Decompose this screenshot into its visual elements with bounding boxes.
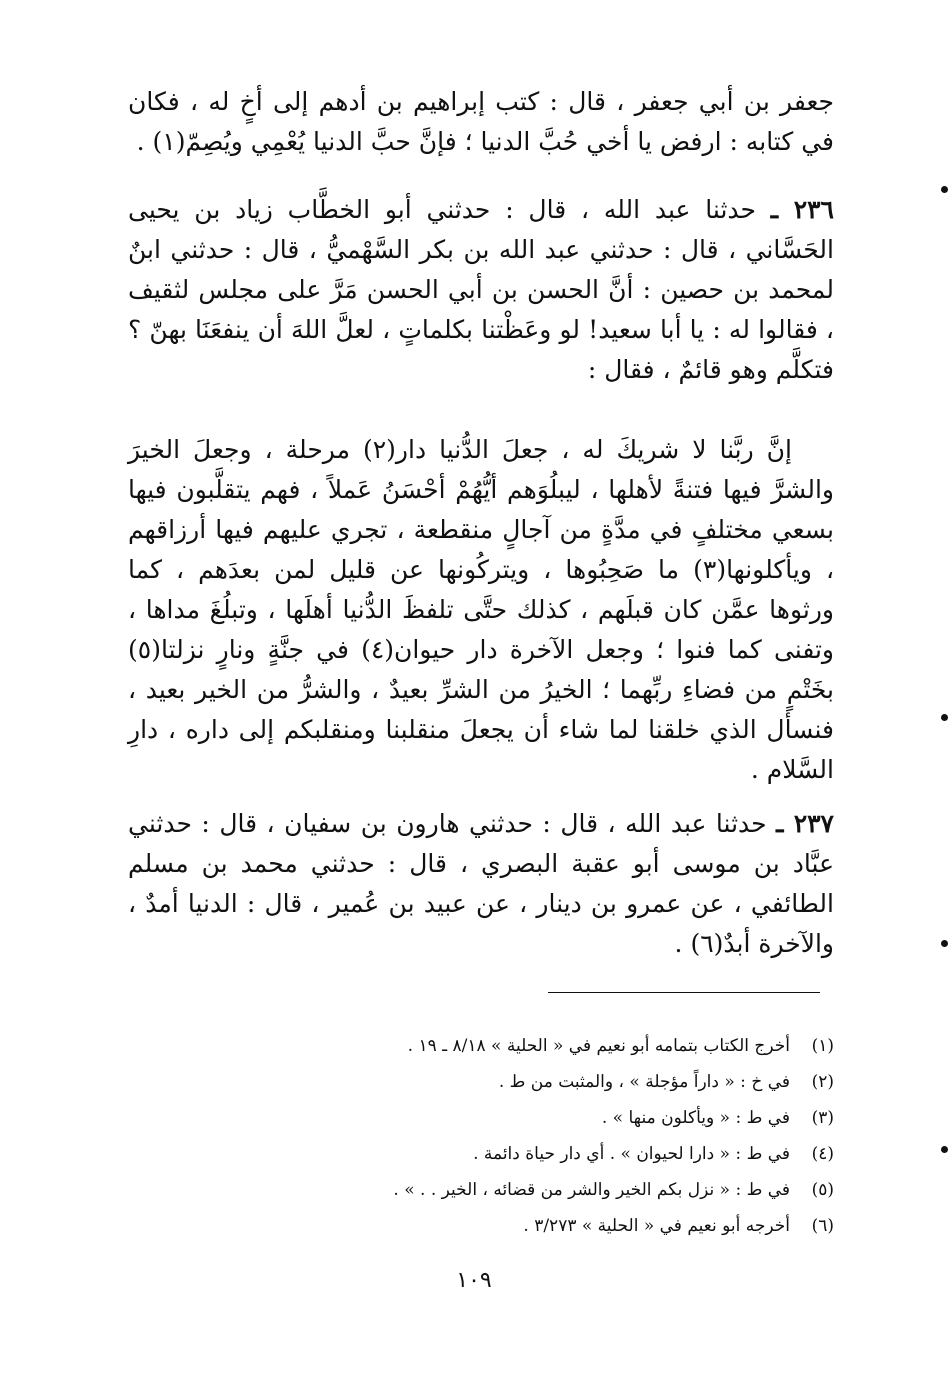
- footnote-item: [114, 1100, 834, 1136]
- footnote-number: (٦): [811, 1216, 834, 1236]
- footnote-item: [114, 1064, 834, 1100]
- footnote-number: (٣): [811, 1108, 834, 1128]
- footnote-number: (٥): [811, 1180, 834, 1200]
- margin-dot: [941, 186, 948, 193]
- page-number: ١٠٩: [456, 1268, 492, 1293]
- item-text-237: حدثنا عبد الله ، قال : حدثني هارون بن سفيان ، قال : حدثني عبَّاد بن موسى أبو عقبة البصري ، قال : حدثني محمد بن مسلم الطائفي ، عن عمرو بن دينار ، عن عبيد بن عُمير ، قال : الدنيا أمدٌ ، والآخرة أبدٌ(٦) .: [128, 809, 834, 958]
- footnote-item: [114, 1208, 834, 1244]
- margin-dot: [941, 714, 948, 721]
- paragraph-speech: إنَّ ربَّنا لا شريكَ له ، جعلَ الدُّنيا دار(٢) مرحلة ، وجعلَ الخيرَ والشرَّ فيها فتنةً لأهلها ، ليبلُوَهم أيُّهُمْ أحْسَنُ عَملاً ، فهم يتقلَّبون فيها بسعي مختلفٍ في مدَّةٍ من آجالٍ منقطعة ، تجري عليهم فيها أرزاقهم ، ويأكلونها(٣) ما صَحِبُوها ، ويتركُونها عن قليل لمن بعدَهم ، كما ورثوها عمَّن كان قبلَهم ، كذلك حتَّى تلفظَ الدُّنيا أهلَها ، وتبلُغَ مداها ، وتفنى كما فنوا ؛ وجعل الآخرة دار حيوان(٤) في جنَّةٍ ونارٍ نزلتا(٥) بخَتْمٍ من فضاءِ ربِّهما ؛ الخيرُ من الشرِّ بعيدٌ ، والشرُّ من الخير بعيد ، فنسأل الذي خلقنا لما شاء أن يجعلَ منقلبنا ومنقلبكم إلى داره ، دارِ السَّلام .: [128, 435, 835, 784]
- footnote-text: في ط : « دارا لحيوان » . أي دار حياة دائمة .: [473, 1144, 790, 1164]
- footnote-item: [114, 1136, 834, 1172]
- item-number-237: ٢٣٧ ـ: [776, 809, 834, 838]
- footnotes-list: [114, 1028, 834, 1244]
- paragraph-intro: جعفر بن أبي جعفر ، قال : كتب إبراهيم بن أدهم إلى أخٍ له ، فكان في كتابه : ارفض يا أخي حُبَّ الدنيا ؛ فإنَّ حبَّ الدنيا يُعْمِي ويُصِمّ(١) .: [128, 87, 834, 156]
- paragraph-237: [128, 804, 834, 964]
- footnote-item: [114, 1172, 834, 1208]
- footnote-text: في ط : « ويأكلون منها » .: [601, 1108, 790, 1128]
- footnote-text: في ط : « نزل بكم الخير والشر من قضائه ، الخير . . » .: [393, 1180, 790, 1200]
- footnote-number: (١): [811, 1036, 834, 1056]
- item-number-236: ٢٣٦ ـ: [770, 195, 834, 224]
- footnote-text: في خ : « داراً مؤجلة » ، والمثبت من ط .: [498, 1072, 790, 1092]
- margin-dot: [941, 1146, 948, 1153]
- margin-dot: [941, 940, 948, 947]
- footnote-text: أخرجه أبو نعيم في « الحلية » ٣/٢٧٣ .: [523, 1216, 790, 1236]
- footnote-item: [114, 1028, 834, 1064]
- footnote-text: أخرج الكتاب بتمامه أبو نعيم في « الحلية » ٨/١٨ ـ ١٩ .: [407, 1036, 790, 1056]
- footnote-number: (٤): [811, 1144, 834, 1164]
- paragraph-236: [128, 190, 834, 390]
- footnote-divider: [548, 992, 820, 993]
- footnote-number: (٢): [811, 1072, 834, 1092]
- item-text-236: حدثنا عبد الله ، قال : حدثني أبو الخطَّاب زياد بن يحيى الحَسَّاني ، قال : حدثني عبد الله بن بكر السَّهْميُّ ، قال : حدثني ابنٌ لمحمد بن حصين : أنَّ الحسن بن أبي الحسن مَرَّ على مجلس لثقيف ، فقالوا له : يا أبا سعيد! لو وعَظْتنا بكلماتٍ ، لعلَّ اللهَ أن ينفعَنَا بهنّ ؟ فتكلَّم وهو قائمٌ ، فقال :: [128, 195, 834, 384]
